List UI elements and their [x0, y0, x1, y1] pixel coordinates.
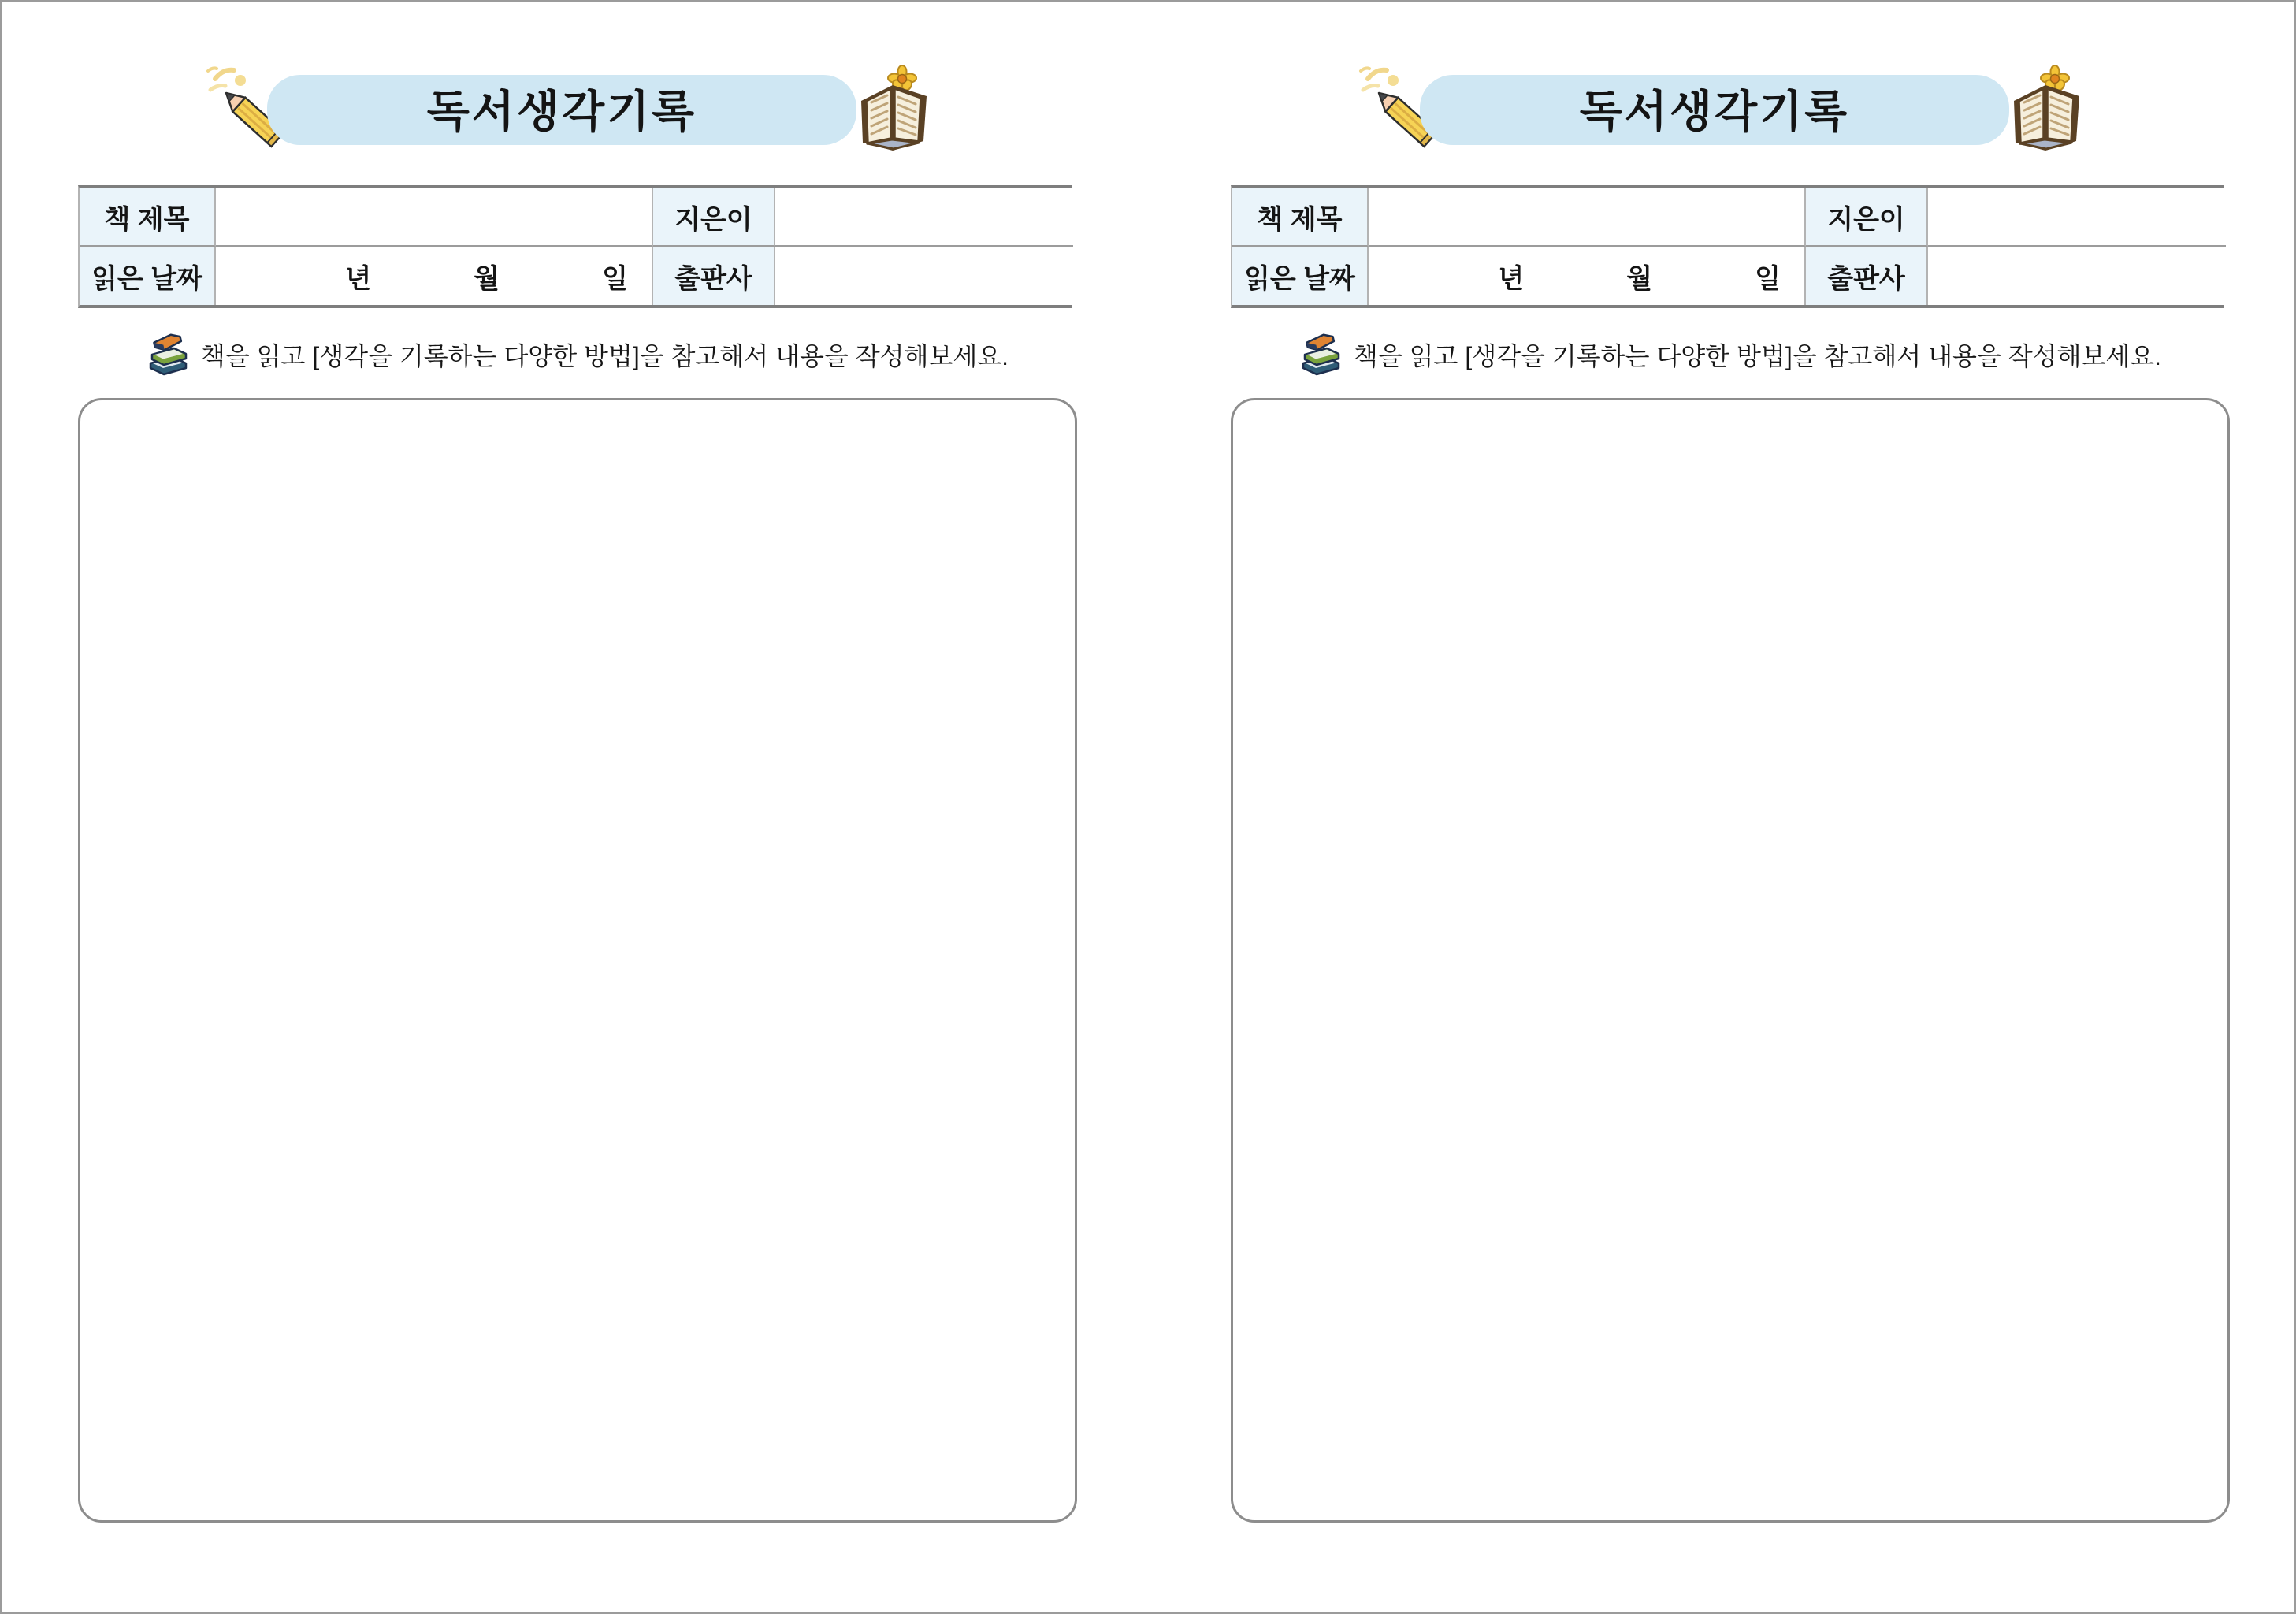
day-unit-label: 일: [602, 263, 628, 294]
worksheet-page-2: [1231, 2, 2230, 1614]
book-title-field: [1369, 188, 1806, 247]
book-stack-icon: [1299, 331, 1343, 378]
read-date-label: 읽은 날짜: [80, 247, 216, 305]
year-unit-label: 년: [1498, 263, 1525, 294]
worksheet-page-1: [78, 2, 1077, 1614]
book-info-table: [1231, 185, 2224, 308]
author-field: [1928, 188, 2226, 247]
month-unit-label: 월: [474, 263, 500, 294]
read-date-label: 읽은 날짜: [1232, 247, 1369, 305]
book-info-table: [78, 185, 1072, 308]
instruction-text: 책을 읽고 [생각을 기록하는 다양한 방법]을 참고해서 내용을 작성해보세요.: [200, 342, 1009, 370]
author-field: [775, 188, 1073, 247]
instruction-line: [1231, 327, 2230, 382]
instruction-text: 책을 읽고 [생각을 기록하는 다양한 방법]을 참고해서 내용을 작성해보세요.: [1353, 342, 2162, 370]
writing-area: [1231, 398, 2230, 1523]
publisher-label: 출판사: [653, 247, 775, 305]
read-date-field: [1369, 247, 1806, 305]
book-title-label: 책 제목: [1232, 188, 1369, 247]
publisher-label: 출판사: [1806, 247, 1928, 305]
book-title-label: 책 제목: [80, 188, 216, 247]
page-title: 독서생각기록: [426, 86, 697, 136]
day-unit-label: 일: [1755, 263, 1781, 294]
publisher-field: [1928, 247, 2226, 305]
read-date-field: [216, 247, 653, 305]
author-label: 지은이: [1806, 188, 1928, 247]
title-banner: [267, 75, 856, 145]
page-title: 독서생각기록: [1579, 86, 1850, 136]
publisher-field: [775, 247, 1073, 305]
title-banner: [1420, 75, 2009, 145]
open-book-with-flower-icon: [850, 65, 943, 156]
writing-area: [78, 398, 1077, 1523]
year-unit-label: 년: [345, 263, 372, 294]
book-title-field: [216, 188, 653, 247]
author-label: 지은이: [653, 188, 775, 247]
open-book-with-flower-icon: [2003, 65, 2096, 156]
book-stack-icon: [147, 331, 191, 378]
month-unit-label: 월: [1626, 263, 1653, 294]
instruction-line: [78, 327, 1077, 382]
